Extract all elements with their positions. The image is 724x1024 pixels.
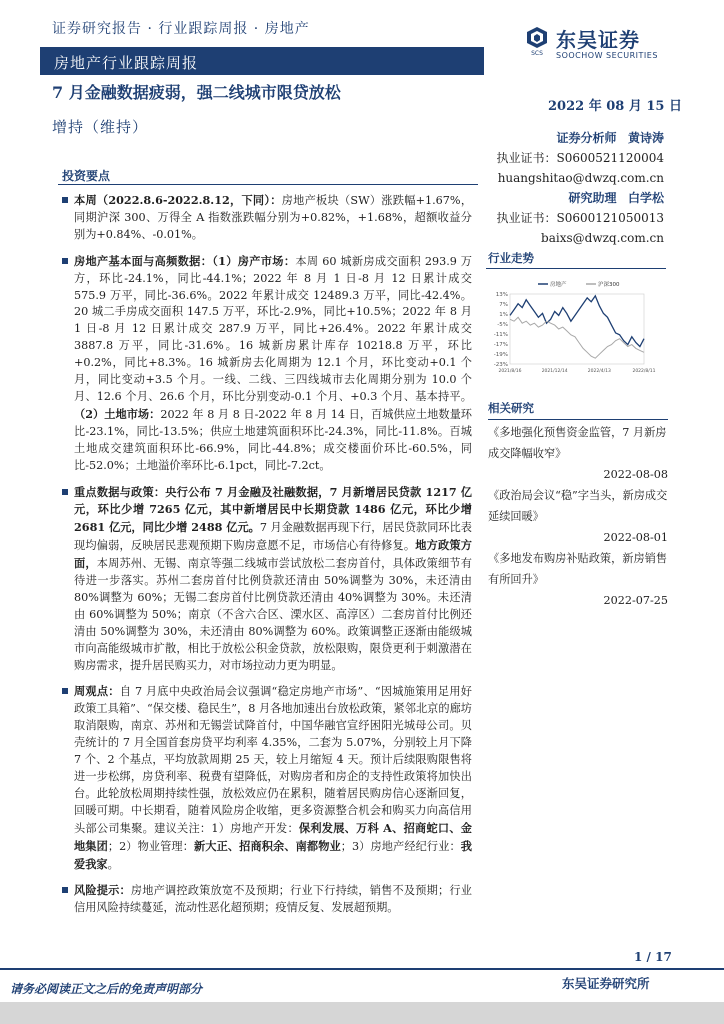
analyst-2-email[interactable]: baixs@dwzq.com.cn [541,231,664,245]
analyst-2-name: 白学松 [627,191,664,205]
related-item-title[interactable]: 《政治局会议“稳”字当头，新房成交延续回暖》 [488,489,668,523]
related-item[interactable] [488,485,668,548]
footer-divider [0,968,724,970]
local-policy-label: 地方政策方面， [74,538,472,571]
disclaimer-note: 请务必阅读正文之后的免责声明部分 [10,982,203,996]
brokerage-picks: 我爱我家 [74,838,472,871]
chart-y-tick-label: 7% [499,302,508,308]
policy-paragraph [62,484,472,675]
analyst-1-name: 黄诗涛 [627,131,664,145]
related-divider [488,419,668,420]
chart-y-tick-label: -23% [493,362,508,368]
fundamentals-paragraph [62,253,472,475]
analyst-1-line [497,128,664,148]
weekly-view-mid: ；2）物业管理： [107,839,195,853]
report-date: 2022 年 08 月 15 日 [548,99,682,114]
related-item-date: 2022-08-01 [603,531,668,544]
trend-chart [486,278,662,374]
weekly-summary-paragraph [62,192,472,244]
main-content [62,192,472,926]
chart-y-tick-label: -17% [493,342,508,348]
chart-y-tick-label: 1% [499,312,508,318]
logo-mark-icon [526,26,548,56]
risk-paragraph [62,882,472,917]
related-item-title[interactable]: 《多地强化预售资金监管，7 月新房成交降幅收窄》 [488,426,667,460]
policy-label: 重点数据与政策：央行公布 7 月金融及社融数据，7 月新增居民贷款 1217 亿元，环比少增 7265 亿元，其中新增居民中长期贷款 1486 亿元，环比少增 2681 亿元，同比少增 2488 亿元。 [74,484,472,535]
policy-text-2: 本周苏州、无锡、南京等强二线城市尝试放松二套房首付，具体政策细节有待进一步落实。苏州二套房首付比例贷款还清由 50%调整为 30%，未还清由 80%调整为 60%；无锡二套房首付比例贷款还清由 40%调整为 30%。未还清由 60%调整为 50%；南京（不含六合区、溧水区、高淳区）二套房首付比例还清由 50%调整为 30%，未还清由 80%调整为 60%。政策调整正逐渐由能级城市向高能级城市扩散，相比于放松公积金贷款，放松限购，限贷更利于刺激潜在购房需求，提升居民购买力，对市场拉动力更为明显。 [74,557,472,672]
land-market-label: （2）土地市场： [74,406,161,421]
logo-name-en: SOOCHOW SECURITIES [556,51,658,60]
report-title: 7 月金融数据疲弱，强二线城市限贷放松 [52,83,341,102]
trend-title: 行业走势 [488,251,534,265]
footer-firm: 东吴证券研究所 [562,976,650,991]
section-title: 投资要点 [62,169,111,183]
rating: 增持（维持） [52,118,149,136]
related-item[interactable] [488,548,668,611]
analyst-2-cert: 执业证书：S0600121050013 [496,211,664,225]
weekly-summary-text: 房地产板块（SW）涨跌幅+1.67%，同期沪深 300、万得全 A 指数涨跌幅分别为+0.82%，+1.68%，超额收益分别为+0.84%、-0.01%。 [74,194,473,241]
chart-series-line [510,317,644,358]
risk-text: 房地产调控政策放宽不及预期；行业下行持续，销售不及预期；行业信用风险持续蔓延，流动性恶化超预期；疫情反复、发展超预期。 [74,884,472,915]
weekly-summary-label: 本周（2022.8.6-2022.8.12，下同）： [74,193,282,207]
related-title: 相关研究 [488,401,534,415]
company-logo [526,24,706,64]
analyst-1-cert: 执业证书：S0600521120004 [496,151,664,165]
report-category: 证券研究报告 · 行业跟踪周报 · 房地产 [52,21,310,37]
weekly-view-end: 。 [107,857,119,871]
chart-legend-label: 房地产 [550,282,567,288]
analyst-block [497,128,664,248]
trend-divider [486,268,666,269]
related-item-title[interactable]: 《多地发布购房补贴政策，新房销售有所回升》 [488,552,668,586]
chart-y-tick-label: 13% [495,292,508,298]
fundamentals-text: 本周 60 城新房成交面积 293.9 万方，环比-24.1%，同比-44.1%；2022 年 8 月 1 日-8 月 12 日累计成交 575.9 万平，同比-36.6%。2022 年累计成交 12489.3 万平，同比-42.4%。20 城二手房成交面积 147.5 万平，环比-2.9%，同比+10.5%；2022 年 8 月 1 日-8 月 12 日累计成交 287.9 万平，同比+26.4%。2022 年累计成交 3887.8 万平，同比-31.6%。16 城新房累计库存 10218.8 万平，环比+0.2%，同比+8.3%。16 城新房去化周期为 12.1 个月，环比变动+0.1 个月，同比变动+3.5 个月。一线、二线、三四线城市去化周期分别为 10.0 个月、12.6 个月、26.6 个月，环比分别变动-0.1 个月、+0.3 个月、基本持平。 [74,254,472,403]
land-market-text: 2022 年 8 月 8 日-2022 年 8 月 14 日，百城供应土地数量环比-23.1%，同比-13.5%；供应土地建筑面积环比-24.3%，同比-11.8%。百城土地成交建筑面积环比-66.9%，同比-44.8%；成交楼面价环比-60.5%，同比-52.0%；土地溢价率环比-6.1pct，同比-7.2ct。 [74,407,472,472]
developer-picks: 保利发展、万科 A、招商蛇口、金地集团 [74,820,472,853]
chart-y-tick-label: -11% [493,332,508,338]
weekly-view-text: 自 7 月底中央政治局会议强调“稳定房地产市场”、“因城施策用足用好政策工具箱”、“保交楼、稳民生”，8 月各地加速出台放松政策，紧邻北京的廊坊取消限购，南京、苏州和无锡尝试降首付，中国华融官宣纾困阳光城母公司。贝壳统计的 7 月全国首套房贷平均利率 4.35%，二套为 5.07%，分别较上月下降 7 个、2 个基点，平均放款周期 25 天，较上月缩短 4 天。预计后续限购限售将进一步松绑，房贷利率、税费有望降低，对购房者和房企的支持性政策将加快出台。此轮放松周期持续性强，放松效应仍在累积，随着居民购房信心逐渐回复，回暖可期。中长期看，随着风险房企收缩，更多资源整合机会和购买力向高信用头部公司集聚。建议关注：1）房地产开发： [74,685,472,835]
chart-x-tick-label: 2021/12/14 [541,369,568,374]
property-mgmt-picks: 新大正、招商积余、南都物业 [194,838,341,853]
chart-x-tick-label: 2022/4/13 [587,369,611,374]
logo-mark-text: SCS [531,50,543,56]
trend-chart-svg [486,278,662,374]
related-item[interactable] [488,422,668,485]
analyst-1-role: 证券分析师 [556,131,617,145]
related-item-date: 2022-07-25 [603,594,668,607]
weekly-view-label: 周观点： [74,684,120,699]
chart-x-tick-label: 2021/8/16 [498,369,522,374]
bottom-strip [0,1002,724,1024]
policy-text-1: 7 月金融数据再现下行，居民贷款同环比表现均偏弱，反映居民悲观预期下购房意愿不足，市场信心有待修复。 [74,521,472,553]
related-item-date: 2022-08-08 [603,468,668,481]
section-divider [58,184,478,185]
analyst-1-email[interactable]: huangshitao@dwzq.com.cn [497,171,664,185]
analyst-2-role: 研究助理 [568,191,617,205]
page-number: 1 / 17 [634,950,672,964]
chart-legend-label: 沪深300 [598,282,620,288]
chart-y-tick-label: -19% [493,352,508,358]
report-type-banner [40,47,484,75]
related-research [488,398,668,611]
report-type-title: 房地产行业跟踪周报 [54,54,199,72]
fundamentals-label: 房地产基本面与高频数据：（1）房产市场： [74,253,296,268]
risk-label: 风险提示： [74,883,131,898]
chart-y-tick-label: -5% [497,322,508,328]
weekly-view-paragraph [62,683,472,873]
weekly-view-mid2: ；3）房地产经纪行业： [340,839,461,853]
chart-x-tick-label: 2022/8/11 [632,369,656,374]
analyst-2-line [497,188,664,208]
logo-name-cn: 东吴证券 [556,28,640,52]
